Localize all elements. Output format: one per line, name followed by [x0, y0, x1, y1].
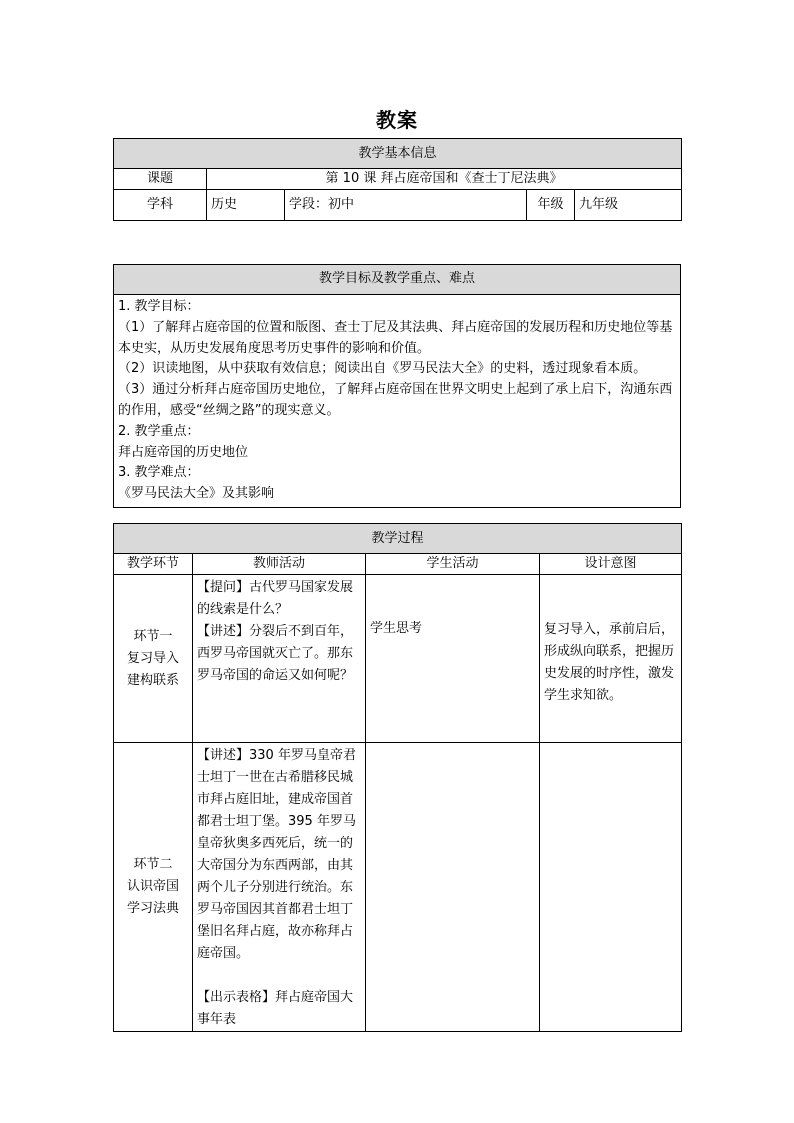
stage-cell: 环节二 认识帝国 学习法典 — [114, 743, 193, 1032]
table-row — [114, 743, 682, 1032]
column-header: 学生活动 — [366, 554, 540, 575]
goals-line: 1. 教学目标： — [118, 299, 200, 314]
student-activity-cell: 学生思考 — [366, 575, 540, 743]
process-header: 教学过程 — [114, 524, 682, 554]
goals-line: 2. 教学重点： — [118, 423, 200, 439]
column-header: 设计意图 — [540, 554, 682, 575]
grade-value: 九年级 — [575, 190, 682, 221]
subject-label: 学科 — [114, 190, 207, 221]
goals-line: 拜占庭帝国的历史地位 — [118, 444, 249, 460]
lesson-label: 课题 — [114, 169, 207, 190]
goals-line: （3）通过分析拜占庭帝国历史地位，了解拜占庭帝国在世界文明史上起到了承上启下，沟通东西的作用，感受“丝绸之路”的现实意义。 — [118, 382, 673, 418]
goals-line: 3. 教学难点： — [118, 465, 200, 481]
grade-label: 年级 — [527, 190, 575, 221]
goals-line: 《罗马民法大全》及其影响 — [118, 486, 275, 502]
column-header: 教师活动 — [193, 554, 366, 575]
goals-line: （2）识读地图，从中获取有效信息；阅读出自《罗马民法大全》的史料，透过现象看本质。 — [118, 361, 647, 377]
student-activity-cell — [366, 743, 540, 1032]
goals-header: 教学目标及教学重点、难点 — [114, 265, 681, 295]
teacher-activity-cell: 【讲述】330 年罗马皇帝君士坦丁一世在古希腊移民城市拜占庭旧址，建成帝国首都君士坦丁堡。395 年罗马皇帝狄奥多西死后，统一的大帝国分为东西两部，由其两个儿子分别进行统治。东罗马帝国因其首都君士坦丁堡旧名拜占庭，故亦称拜占庭帝国。 【出示表格】拜占庭帝国大事年表 — [193, 743, 366, 1032]
design-intent-cell: 复习导入，承前启后，形成纵向联系，把握历史发展的时序性，激发学生求知欲。 — [540, 575, 682, 743]
stage-value: 学段：初中 — [285, 190, 527, 221]
column-header: 教学环节 — [114, 554, 193, 575]
design-intent-cell — [540, 743, 682, 1032]
goals-line: （1）了解拜占庭帝国的位置和版图、查士丁尼及其法典、拜占庭帝国的发展历程和历史地位等基本史实，从历史发展角度思考历史事件的影响和价值。 — [118, 319, 673, 356]
teacher-activity-cell: 【提问】古代罗马国家发展的线索是什么？ 【讲述】分裂后不到百年，西罗马帝国就灭亡了。那东罗马帝国的命运又如何呢？ — [193, 575, 366, 743]
goals-content — [114, 295, 681, 508]
basic-info-header: 教学基本信息 — [114, 139, 682, 169]
basic-info-table — [113, 138, 682, 221]
goals-table — [113, 264, 681, 508]
table-row — [114, 575, 682, 743]
stage-cell: 环节一 复习导入 建构联系 — [114, 575, 193, 743]
process-table — [113, 523, 682, 1032]
lesson-value: 第 10 课 拜占庭帝国和《查士丁尼法典》 — [207, 169, 682, 190]
document-title: 教案 — [376, 108, 418, 132]
subject-value: 历史 — [207, 190, 285, 221]
